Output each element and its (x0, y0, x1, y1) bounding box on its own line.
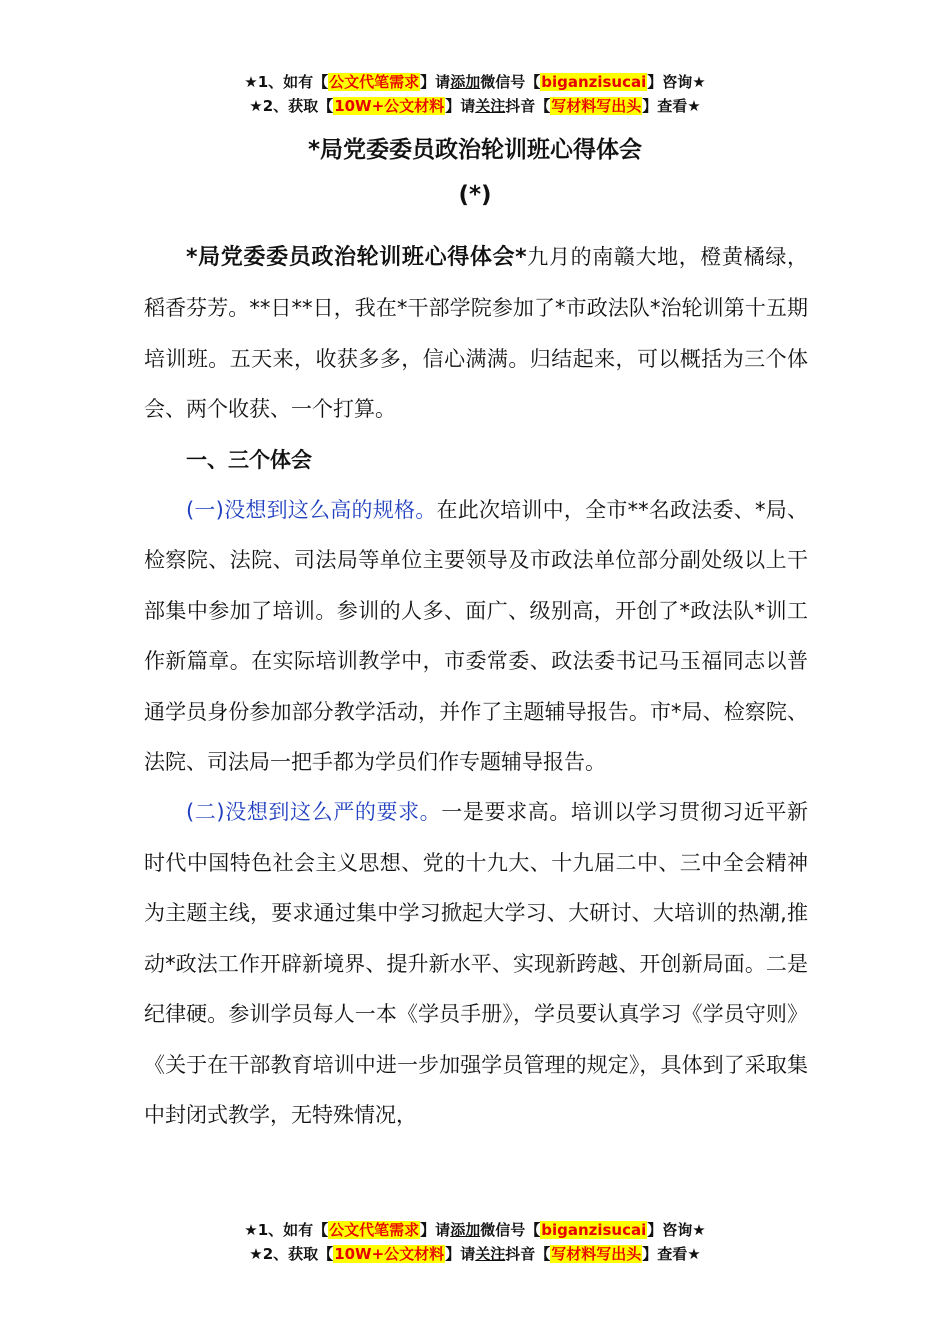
banner-highlight: 公文代笔需求 (329, 73, 420, 91)
banner-wechat-id: biganzisucai (541, 1221, 647, 1239)
section-heading: 一、三个体会 (186, 447, 312, 472)
intro-bold-lead: *局党委委员政治轮训班心得体会* (186, 245, 527, 270)
banner-line-2: ★2、获取【10W+公文材料】请关注抖音【写材料写出头】查看★ (249, 1245, 701, 1263)
subheading-blue: (二)没想到这么严的要求。 (186, 800, 442, 825)
paragraph-point-1: (一)没想到这么高的规格。在此次培训中，全市**名政法委、*局、检察院、法院、司法局等单位主要领导及市政法单位部分副处级以上干部集中参加了培训。参训的人多、面广、级别高，开创了*政法队*训工作新篇章。在实际培训教学中，市委常委、政法委书记马玉福同志以普通学员身份参加部分教学活动，并作了主题辅导报告。市*局、检察院、法院、司法局一把手都为学员们作专题辅导报告。 (144, 498, 808, 775)
document-title: *局党委委员政治轮训班心得体会 (307, 137, 643, 163)
banner-douyin-id: 写材料写出头 (551, 97, 642, 115)
banner-line-2: ★2、获取【10W+公文材料】请关注抖音【写材料写出头】查看★ (249, 97, 701, 115)
banner-line-1: ★1、如有【公文代笔需求】请添加微信号【biganzisucai】咨询★ (244, 1221, 706, 1239)
top-banner (0, 70, 950, 118)
banner-highlight: 10W+公文材料 (334, 1245, 445, 1263)
document-subtitle: (*) (458, 182, 492, 208)
paragraph-intro: *局党委委员政治轮训班心得体会*九月的南赣大地，橙黄橘绿，稻香芬芳。**日**日，我在*干部学院参加了*市政法队*治轮训第十五期培训班。五天来，收获多多，信心满满。归结起来，可以概括为三个体会、两个收获、一个打算。 (144, 245, 809, 422)
banner-line-1: ★1、如有【公文代笔需求】请添加微信号【biganzisucai】咨询★ (244, 73, 706, 91)
document-body (144, 232, 808, 1140)
banner-wechat-id: biganzisucai (541, 73, 647, 91)
subheading-blue: (一)没想到这么高的规格。 (186, 498, 437, 523)
paragraph-point-2: (二)没想到这么严的要求。一是要求高。培训以学习贯彻习近平新时代中国特色社会主义思想、党的十九大、十九届二中、三中全会精神为主题主线，要求通过集中学习掀起大学习、大研讨、大培训的热潮,推动*政法工作开辟新境界、提升新水平、实现新跨越、开创新局面。二是纪律硬。参训学员每人一本《学员手册》，学员要认真学习《学员守则》《关于在干部教育培训中进一步加强学员管理的规定》，具体到了采取集中封闭式教学，无特殊情况， (144, 800, 808, 1127)
bottom-banner (0, 1218, 950, 1266)
banner-douyin-id: 写材料写出头 (551, 1245, 642, 1263)
banner-highlight: 公文代笔需求 (329, 1221, 420, 1239)
banner-highlight: 10W+公文材料 (334, 97, 445, 115)
